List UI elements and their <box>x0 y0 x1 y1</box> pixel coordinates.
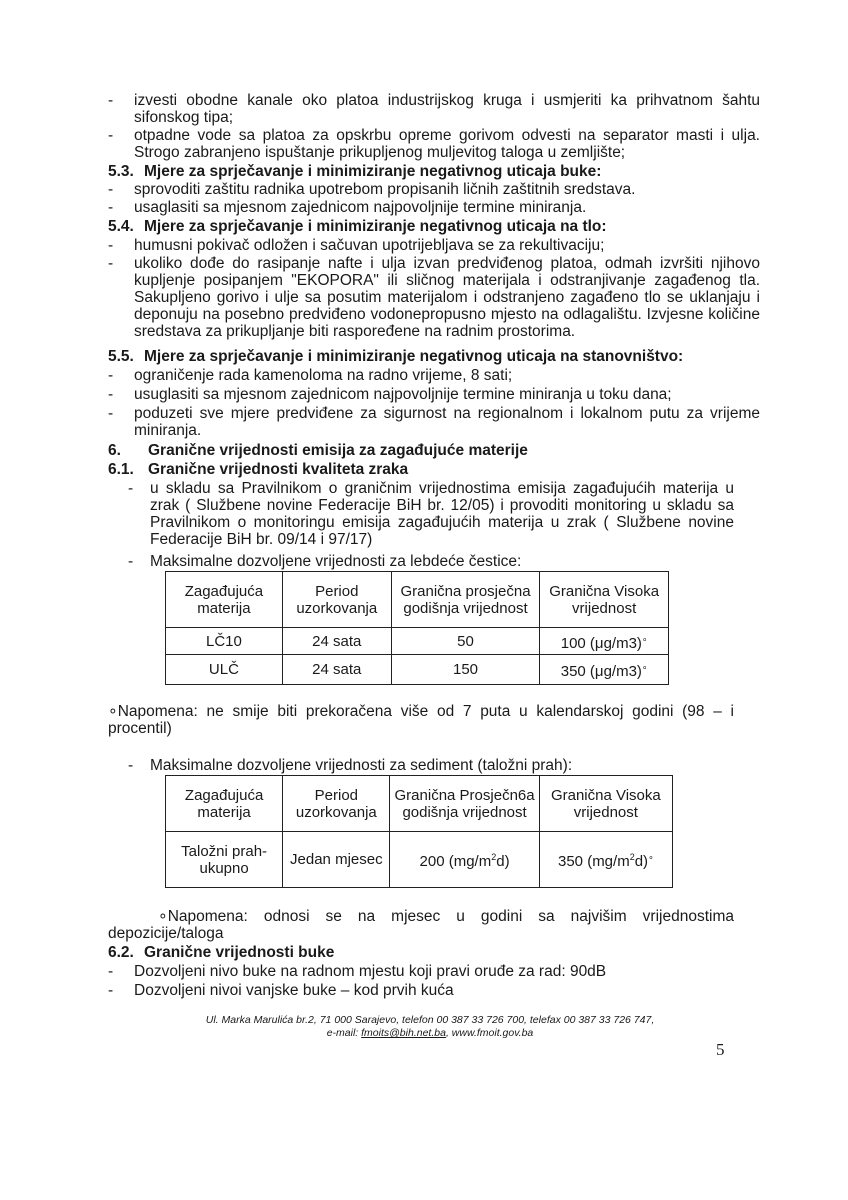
bullet-text: ukoliko dođe do rasipanje nafte i ulja izvan predviđenog platoa, odmah izvršiti njihovo kupljenje posipanjem "EKOPORA" ili sličnog materijala i odstranjivanje zagađenog tla. Sakupljeno gorivo i ulje sa posutim materijalom i odstranjeno zagađeno tlo se uklanjaju i deponuju na posebno predviđeno vodonepropusno mjesto na odlagalištu. Izvjesne količine sredstava za prikupljanje biti raspoređene na radnim prostorima. <box>134 255 760 340</box>
section-heading-5-5: 5.5. Mjere za sprječavanje i minimiziranje negativnog uticaja na stanovništvo: <box>108 348 684 365</box>
table-cell: 350 (μg/m3)∘ <box>540 655 669 685</box>
bullet-text: Maksimalne dozvoljene vrijednosti za lebdeće čestice: <box>150 553 522 570</box>
note-suspended-particles: ∘Napomena: ne smije biti prekoračena više od 7 puta u kalendarskoj godini (98 – i procentil) <box>108 703 734 737</box>
bullet-text: izvesti obodne kanale oko platoa industrijskog kruga i usmjeriti ka prihvatnom šahtu sifonskog tipa; <box>134 92 760 126</box>
table-header-row <box>166 776 673 832</box>
bullet-text: sprovoditi zaštitu radnika upotrebom propisanih ličnih zaštitnih sredstava. <box>134 181 636 198</box>
bullet-item: - humusni pokivač odložen i sačuvan upotrijebljava se za rekultivaciju; <box>108 237 605 254</box>
table-cell: 24 sata <box>282 655 391 685</box>
section-heading-6: 6. Granične vrijednosti emisija za zagađujuće materije <box>108 442 528 459</box>
table-sediment <box>165 775 673 888</box>
bullet-item: - sprovoditi zaštitu radnika upotrebom propisanih ličnih zaštitnih sredstava. <box>108 181 636 198</box>
bullet-item: - ograničenje rada kamenoloma na radno vrijeme, 8 sati; <box>108 367 513 384</box>
table-header-cell: Zagađujuća materija <box>166 572 283 628</box>
bullet-text: Maksimalne dozvoljene vrijednosti za sediment (taložni prah): <box>150 757 573 774</box>
table-header-cell: Period uzorkovanja <box>283 776 390 832</box>
table-row <box>166 832 673 888</box>
section-heading-6-1: 6.1. Granične vrijednosti kvaliteta zraka <box>108 461 409 478</box>
table-header-cell: Period uzorkovanja <box>282 572 391 628</box>
table-cell: LČ10 <box>166 628 283 655</box>
bullet-item: - u skladu sa Pravilnikom o graničnim vrijednostima emisija zagađujućih materija u zrak ( Službene novine Federacije BiH br. 12/05) i provoditi monitoring u skladu sa Pravilnikom o monitoringu emisija zagađujućih materija u zrak ( Službene novine Federacije BiH br. 09/14 i 97/17) <box>128 480 734 548</box>
bullet-item: - izvesti obodne kanale oko platoa industrijskog kruga i usmjeriti ka prihvatnom šahtu sifonskog tipa; <box>108 92 760 126</box>
bullet-item: - Maksimalne dozvoljene vrijednosti za lebdeće čestice: <box>128 553 522 570</box>
footer-contact: e-mail: fmoits@bih.net.ba, www.fmoit.gov.ba <box>326 1027 534 1039</box>
bullet-item: - Maksimalne dozvoljene vrijednosti za sediment (taložni prah): <box>128 757 573 774</box>
table-header-row <box>166 572 669 628</box>
table-row <box>166 655 669 685</box>
bullet-item: - poduzeti sve mjere predviđene za sigurnost na regionalnom i lokalnom putu za vrijeme miniranja. <box>108 405 760 439</box>
bullet-item: - Dozvoljeni nivo buke na radnom mjestu koji pravi oruđe za rad: 90dB <box>108 963 607 980</box>
table-cell: Taložni prah- ukupno <box>166 832 283 888</box>
bullet-item: - Dozvoljeni nivoi vanjske buke – kod prvih kuća <box>108 982 454 999</box>
note-sediment: ∘Napomena: odnosi se na mjesec u godini sa najvišim vrijednostima depozicije/taloga <box>108 908 734 942</box>
bullet-item: - usuglasiti sa mjesnom zajednicom najpovoljnije termine miniranja u toku dana; <box>108 386 672 403</box>
bullet-text: poduzeti sve mjere predviđene za sigurnost na regionalnom i lokalnom putu za vrijeme miniranja. <box>134 405 760 439</box>
bullet-text: Dozvoljeni nivo buke na radnom mjestu koji pravi oruđe za rad: 90dB <box>134 963 607 980</box>
bullet-text: otpadne vode sa platoa za opskrbu opreme gorivom odvesti na separator masti i ulja. Strogo zabranjeno ispuštanje prikupljenog muljevitog taloga u zemljište; <box>134 127 760 161</box>
bullet-text: Dozvoljeni nivoi vanjske buke – kod prvih kuća <box>134 982 454 999</box>
table-suspended-particles <box>165 571 669 685</box>
table-header-cell: Granična prosječna godišnja vrijednost <box>391 572 540 628</box>
bullet-item: - ukoliko dođe do rasipanje nafte i ulja izvan predviđenog platoa, odmah izvršiti njihovo kupljenje posipanjem "EKOPORA" ili sličnog materijala i odstranjivanje zagađenog tla. Sakupljeno gorivo i ulje sa posutim materijalom i odstranjeno zagađeno tlo se uklanjaju i deponuju na posebno predviđeno vodonepropusno mjesto na odlagalištu. Izvjesne količine sredstava za prikupljanje biti raspoređene na radnim prostorima. <box>108 255 760 340</box>
table-cell: Jedan mjesec <box>283 832 390 888</box>
table-header-cell: Granična Visoka vrijednost <box>539 776 672 832</box>
table-cell: 100 (μg/m3)∘ <box>540 628 669 655</box>
table-cell: 350 $(mg/m^2d)^\circ$ <box>539 832 672 888</box>
bullet-text: usuglasiti sa mjesnom zajednicom najpovoljnije termine miniranja u toku dana; <box>134 386 672 403</box>
table-header-cell: Granična Visoka vrijednost <box>540 572 669 628</box>
table-header-cell: Zagađujuća materija <box>166 776 283 832</box>
bullet-text: ograničenje rada kamenoloma na radno vrijeme, 8 sati; <box>134 367 513 384</box>
section-heading-6-2: 6.2. Granične vrijednosti buke <box>108 944 335 961</box>
table-cell: 150 <box>391 655 540 685</box>
footer-email-link[interactable]: fmoits@bih.net.ba <box>361 1027 446 1039</box>
footer-address: Ul. Marka Marulića br.2, 71 000 Sarajevo, telefon 00 387 33 726 700, telefax 00 387 33 726 747, <box>205 1014 655 1026</box>
footer-web: , www.fmoit.gov.ba <box>445 1027 534 1039</box>
table-cell: 24 sata <box>282 628 391 655</box>
bullet-item: - otpadne vode sa platoa za opskrbu opreme gorivom odvesti na separator masti i ulja. Strogo zabranjeno ispuštanje prikupljenog muljevitog taloga u zemljište; <box>108 127 760 161</box>
table-row <box>166 628 669 655</box>
bullet-text: humusni pokivač odložen i sačuvan upotrijebljava se za rekultivaciju; <box>134 237 605 254</box>
bullet-text: u skladu sa Pravilnikom o graničnim vrijednostima emisija zagađujućih materija u zrak ( Službene novine Federacije BiH br. 12/05) i provoditi monitoring u skladu sa Pravilnikom o monitoringu emisija zagađujućih materija u zrak ( Službene novine Federacije BiH br. 09/14 i 97/17) <box>150 480 734 548</box>
table-cell: ULČ <box>166 655 283 685</box>
page-footer <box>150 1014 710 1040</box>
section-heading-5-4: 5.4. Mjere za sprječavanje i minimiziranje negativnog uticaja na tlo: <box>108 218 607 235</box>
page-number: 5 <box>716 1040 725 1059</box>
bullet-text: usaglasiti sa mjesnom zajednicom najpovoljnije termine miniranja. <box>134 199 587 216</box>
bullet-item: - usaglasiti sa mjesnom zajednicom najpovoljnije termine miniranja. <box>108 199 587 216</box>
table-header-cell: Granična Prosječn6a godišnja vrijednost <box>390 776 539 832</box>
table-cell: 50 <box>391 628 540 655</box>
section-heading-5-3: 5.3. Mjere za sprječavanje i minimiziranje negativnog uticaja buke: <box>108 163 602 180</box>
table-cell: 200 $(mg/m^2d)$ <box>390 832 539 888</box>
